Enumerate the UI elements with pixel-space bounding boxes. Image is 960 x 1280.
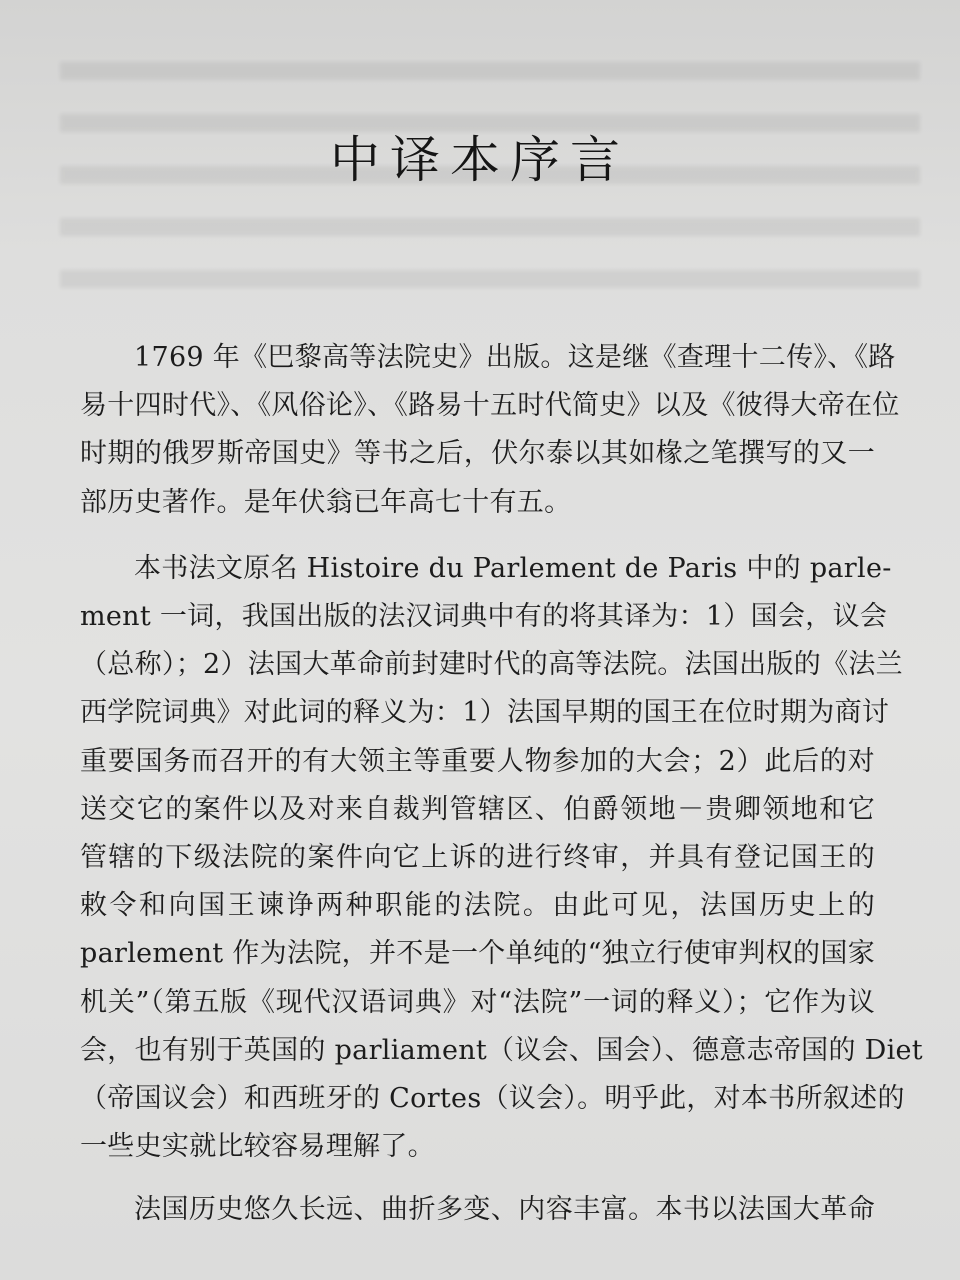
- text-line: 西学院词典》对此词的释义为：1）法国早期的国王在位时期为商讨: [80, 697, 890, 729]
- paragraph-2: [80, 545, 923, 1172]
- text-line: 敕令和向国王谏诤两种职能的法院。由此可见，法国历史上的: [80, 890, 875, 922]
- text-line: （帝国议会）和西班牙的 Cortes（议会）。明乎此，对本书所叙述的: [80, 1083, 905, 1115]
- page-title: 中译本序言: [330, 131, 630, 189]
- text-line: ment 一词，我国出版的法汉词典中有的将其译为：1）国会，议会: [80, 601, 888, 633]
- text-line: 一些史实就比较容易理解了。: [80, 1131, 435, 1163]
- text-line: 部历史著作。是年伏翁已年高七十有五。: [80, 486, 572, 518]
- text-line: 法国历史悠久长远、曲折多变、内容丰富。本书以法国大革命: [134, 1194, 875, 1226]
- text-line: 管辖的下级法院的案件向它上诉的进行终审，并具有登记国王的: [80, 842, 875, 874]
- text-line: 时期的俄罗斯帝国史》等书之后，伏尔泰以其如椽之笔撰写的又一: [80, 438, 875, 470]
- text-line: 1769 年《巴黎高等法院史》出版。这是继《查理十二传》、《路: [134, 342, 896, 373]
- text-line: 会，也有别于英国的 parliament（议会、国会）、德意志帝国的 Diet: [80, 1034, 923, 1066]
- body-text: [80, 334, 923, 1235]
- text-line: parlement 作为法院，并不是一个单纯的“独立行使审判权的国家: [80, 938, 875, 970]
- text-line: （总称）；2）法国大革命前封建时代的高等法院。法国出版的《法兰: [80, 649, 903, 681]
- paragraph-3: [80, 1186, 875, 1234]
- paragraph-1: [80, 334, 900, 527]
- text-line: 机关”（第五版《现代汉语词典》对“法院”一词的释义）；它作为议: [80, 986, 875, 1018]
- text-line: 易十四时代》、《风俗论》、《路易十五时代简史》以及《彼得大帝在位: [80, 390, 900, 422]
- text-line: 送交它的案件以及对来自裁判管辖区、伯爵领地－贵卿领地和它: [80, 793, 875, 825]
- text-line: 重要国务而召开的有大领主等重要人物参加的大会；2）此后的对: [80, 745, 875, 777]
- text-line: 本书法文原名 Histoire du Parlement de Paris 中的 parle-: [134, 552, 892, 584]
